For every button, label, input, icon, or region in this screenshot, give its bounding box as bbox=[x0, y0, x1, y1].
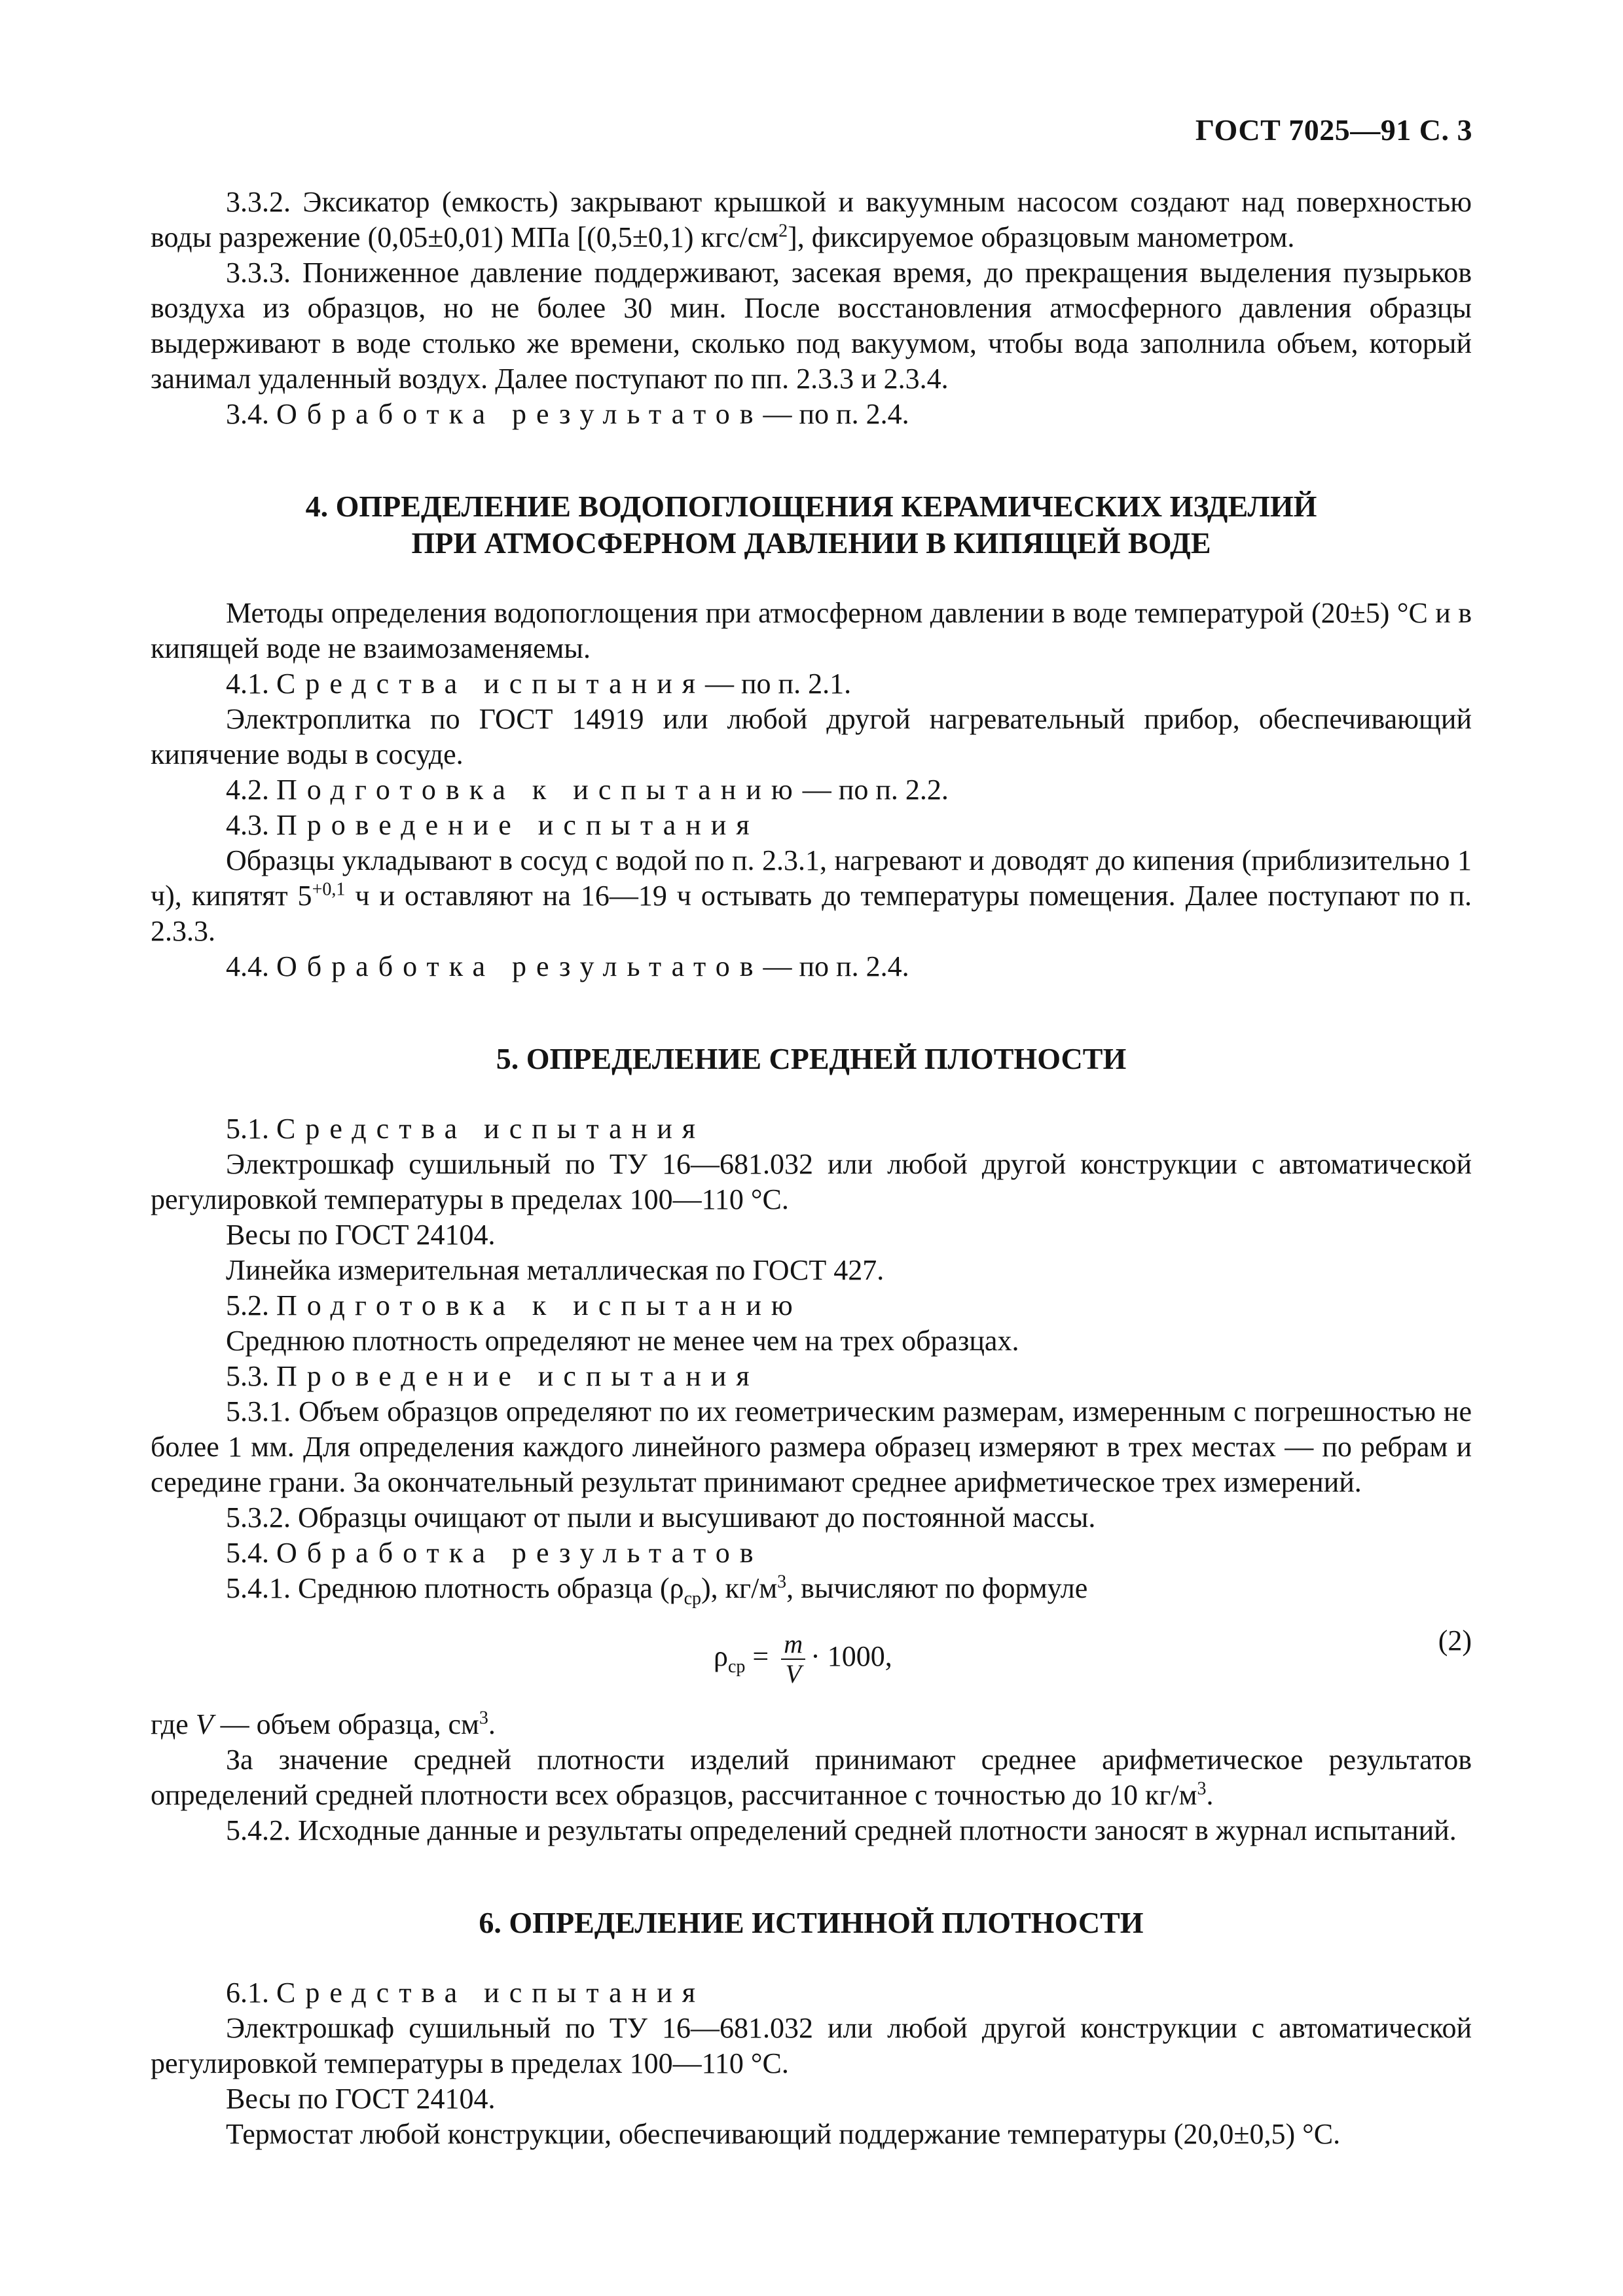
formula-2 bbox=[151, 1613, 1472, 1698]
section-6-heading: 6. ОПРЕДЕЛЕНИЕ ИСТИННОЙ ПЛОТНОСТИ bbox=[479, 1906, 1144, 1939]
paragraph-5-2: 5.2. Подготовка к испытанию bbox=[226, 1289, 803, 1321]
paragraph-6-1-c: Термостат любой конструкции, обеспечивающий поддержание температуры (20,0±0,5) °С. bbox=[226, 2118, 1341, 2150]
paragraph-5-1-c: Линейка измерительная металлическая по ГОСТ 427. bbox=[226, 1254, 884, 1286]
paragraph-4-1-text: Электроплитка по ГОСТ 14919 или любой другой нагревательный прибор, обеспечивающий кипячение воды в сосуде. bbox=[151, 703, 1472, 770]
paragraph-6-1-a: Электрошкаф сушильный по ТУ 16—681.032 или любой другой конструкции с автоматической регулировкой температуры в пределах 100—110 °С. bbox=[151, 2012, 1472, 2079]
paragraph-5-1-b: Весы по ГОСТ 24104. bbox=[226, 1219, 496, 1251]
paragraph-6-1-b: Весы по ГОСТ 24104. bbox=[226, 2083, 496, 2115]
paragraph-4-4: 4.4. Обработка результатов— по п. 2.4. bbox=[226, 950, 909, 982]
formula-fraction: $\frac{m}{V}$ bbox=[781, 1631, 805, 1687]
paragraph-4-1: 4.1. Средства испытания— по п. 2.1. bbox=[226, 668, 852, 700]
paragraph-3-3-2: 3.3.2. Эксикатор (емкость) закрывают крышкой и вакуумным насосом создают над поверхностью воды разрежение (0,05±0,01) МПа [(0,5±0,1) кгс/$см^2$], фиксируемое образцовым манометром. bbox=[151, 186, 1472, 253]
running-header: ГОСТ 7025—91 С. 3 bbox=[1195, 113, 1472, 147]
paragraph-5-4-1: 5.4.1. Среднюю плотность образца $(\rho_{ср})$, $кг/м^3$, вычисляют по формуле bbox=[226, 1571, 1088, 1609]
section-5-heading: 5. ОПРЕДЕЛЕНИЕ СРЕДНЕЙ ПЛОТНОСТИ bbox=[496, 1042, 1127, 1075]
paragraph-5-4-2: 5.4.2. Исходные данные и результаты определений средней плотности заносят в журнал испытаний. bbox=[226, 1814, 1457, 1846]
paragraph-3-4: 3.4. Обработка результатов— по п. 2.4. bbox=[226, 398, 909, 430]
paragraph-5-1-a: Электрошкаф сушильный по ТУ 16—681.032 или любой другой конструкции с автоматической регулировкой температуры в пределах 100—110 °С. bbox=[151, 1148, 1472, 1215]
section-4-heading: 4. ОПРЕДЕЛЕНИЕ ВОДОПОГЛОЩЕНИЯ КЕРАМИЧЕСКИХ ИЗДЕЛИЙ ПРИ АТМОСФЕРНОМ ДАВЛЕНИИ В КИПЯЩЕЙ ВОДЕ bbox=[305, 490, 1317, 560]
paragraph-4-intro: Методы определения водопоглощения при атмосферном давлении в воде температурой (20±5) °С и в кипящей воде не взаимозаменяемы. bbox=[151, 597, 1472, 664]
page-body bbox=[151, 185, 1472, 2152]
paragraph-4-2: 4.2. Подготовка к испытанию— по п. 2.2. bbox=[226, 774, 949, 806]
paragraph-5-3-2: 5.3.2. Образцы очищают от пыли и высушивают до постоянной массы. bbox=[226, 1501, 1096, 1534]
paragraph-5-3-1: 5.3.1. Объем образцов определяют по их геометрическим размерам, измеренным с погрешностью не более 1 мм. Для определения каждого линейного размера образец измеряют в трех местах — по ребрам и середине грани. За окончательный результат принимают среднее арифметическое трех измерений. bbox=[151, 1395, 1472, 1498]
paragraph-5-2-text: Среднюю плотность определяют не менее чем на трех образцах. bbox=[226, 1325, 1019, 1357]
paragraph-5-1: 5.1. Средства испытания bbox=[226, 1113, 705, 1145]
paragraph-6-1: 6.1. Средства испытания bbox=[226, 1977, 705, 2009]
paragraph-where: где V — объем образца, $см^3$. bbox=[151, 1708, 496, 1740]
paragraph-5-4: 5.4. Обработка результатов bbox=[226, 1537, 763, 1569]
paragraph-4-3: 4.3. Проведение испытания bbox=[226, 809, 759, 841]
formula-number: (2) bbox=[1438, 1624, 1472, 1657]
paragraph-3-3-3: 3.3.3. Пониженное давление поддерживают, засекая время, до прекращения выделения пузырьков воздуха из образцов, но не более 30 мин. После восстановления атмосферного давления образцы выдерживают в воде столько же времени, сколько под вакуумом, чтобы вода заполнила объем, который занимал удаленный воздух. Далее поступают по пп. 2.3.3 и 2.3.4. bbox=[151, 257, 1472, 395]
formula-expression: $\rho_{ср}$ = $\frac{m}{V}$ · 1000, bbox=[714, 1629, 892, 1689]
paragraph-5-4-1-result: За значение средней плотности изделий принимают среднее арифметическое результатов определений средней плотности всех образцов, рассчитанное с точностью до 10 $кг/м^3$. bbox=[151, 1744, 1472, 1811]
paragraph-5-3: 5.3. Проведение испытания bbox=[226, 1360, 759, 1392]
paragraph-4-3-text: Образцы укладывают в сосуд с водой по п. 2.3.1, нагревают и доводят до кипения (приблизительно 1 ч), кипятят $5^{+0,1}$ ч и оставляют на 16—19 ч остывать до температуры помещения. Далее поступают по п. 2.3.3. bbox=[151, 844, 1472, 947]
